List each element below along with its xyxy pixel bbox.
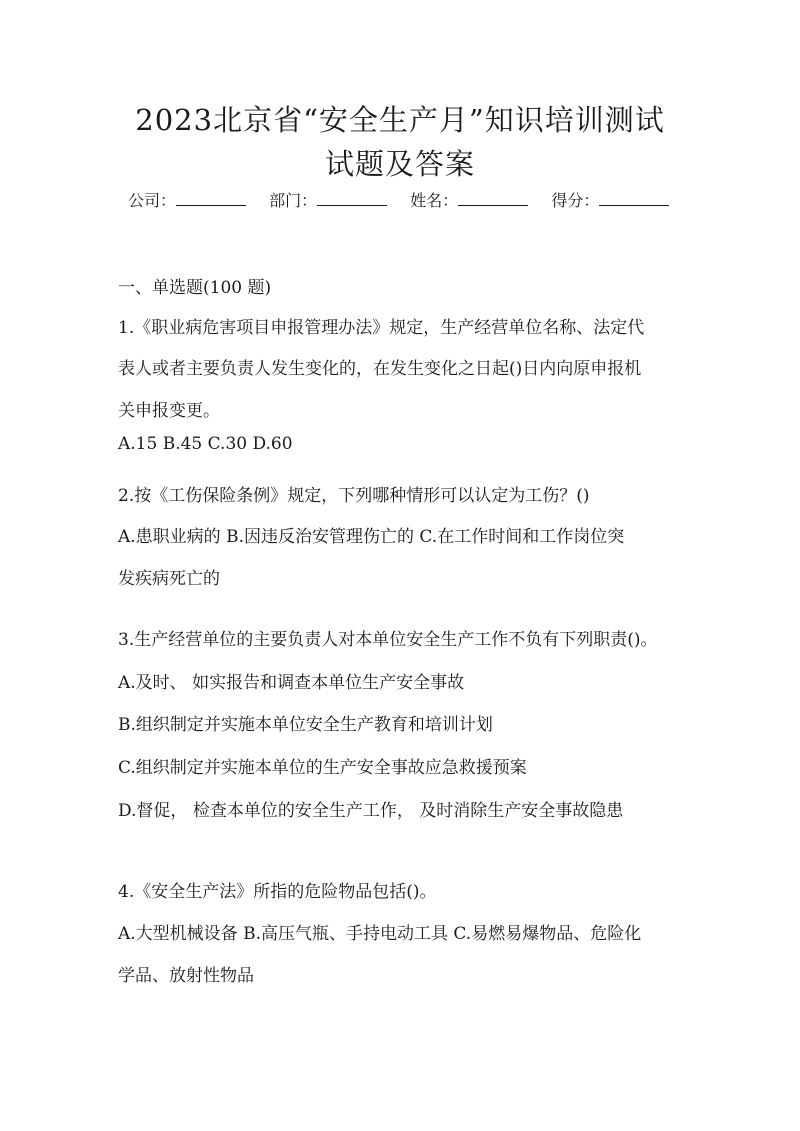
name-blank [458,191,528,206]
question-4-options-line-1: A.大型机械设备 B.高压气瓶、手持电动工具 C.易燃易爆物品、危险化 [118,924,642,944]
question-3-option-d: D.督促， 检查本单位的安全生产工作， 及时消除生产安全事故隐患 [118,801,624,821]
question-2-options-line-1: A.患职业病的 B.因违反治安管理伤亡的 C.在工作时间和工作岗位突 [118,527,625,547]
question-3-stem: 3.生产经营单位的主要负责人对本单位安全生产工作不负有下列职责()。 [118,630,658,650]
document-title-line-2: 试题及答案 [324,147,475,181]
section-heading: 一、单选题(100 题) [118,278,272,298]
question-1-options: A.15 B.45 C.30 D.60 [118,434,293,454]
question-3-option-b: B.组织制定并实施本单位安全生产教育和培训计划 [118,715,493,735]
company-blank [176,191,246,206]
department-blank [317,191,387,206]
question-4-options-line-2: 学品、放射性物品 [118,966,254,986]
question-4-stem: 4.《安全生产法》所指的危险物品包括()。 [118,882,437,902]
candidate-info-row [128,190,669,212]
question-1-stem-line-3: 关申报变更。 [118,401,220,421]
score-blank [599,191,669,206]
question-3-option-a: A.及时、 如实报告和调查本单位生产安全事故 [118,673,465,693]
question-1-stem-line-1: 1.《职业病危害项目申报管理办法》规定，生产经营单位名称、法定代 [118,318,645,338]
document-title-line-1: 2023北京省“安全生产月”知识培训测试 [135,103,665,137]
question-2-stem: 2.按《工伤保险条例》规定，下列哪种情形可以认定为工伤？() [118,486,590,506]
question-2-options-line-2: 发疾病死亡的 [118,569,220,589]
score-label: 得分： [551,191,600,210]
department-label: 部门： [269,191,318,210]
name-label: 姓名： [410,191,459,210]
company-label: 公司： [128,191,177,210]
question-3-option-c: C.组织制定并实施本单位的生产安全事故应急救援预案 [118,758,527,778]
question-1-stem-line-2: 表人或者主要负责人发生变化的，在发生变化之日起()日内向原申报机 [118,359,642,379]
